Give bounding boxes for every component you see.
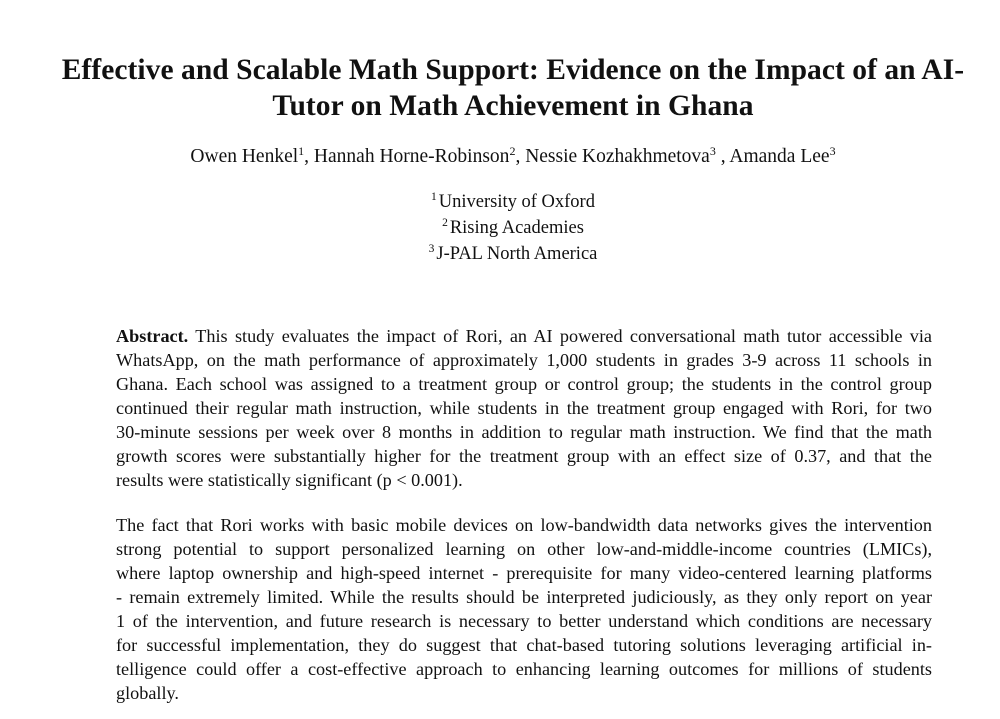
author-separator: , [515,146,526,167]
title-line: Tutor on Math Achievement in Ghana [272,90,754,122]
abstract-paragraph [116,324,932,492]
affiliation-number: 3 [428,243,435,255]
abstract-line: Ghana. Each school was assigned to a treatment group or control group; the students in the control group [116,374,932,394]
paragraph-line: The fact that Rori works with basic mobile devices on low-bandwidth data networks gives the intervention [116,515,932,535]
author-affiliation-marker: 1 [298,144,305,158]
affiliation-number: 2 [442,217,448,229]
paragraph-line: 1 of the intervention, and future research is necessary to better understand which conditions are necessary [116,611,932,631]
affiliation-number: 1 [431,191,437,203]
paragraph-line: strong potential to support personalized learning on other low-and-middle-income countries (LMICs), [116,539,932,559]
paragraph-line: where laptop ownership and high-speed internet - prerequisite for many video-centered learning platforms [116,563,932,583]
author-affiliation-marker: 2 [509,144,516,158]
affiliation-item [40,216,986,242]
author-list [40,145,986,170]
author-separator: , [304,146,314,167]
author-affiliation-marker: 3 [829,144,836,158]
affiliation-item [40,190,986,216]
abstract-line-text: This study evaluates the impact of Rori, an AI powered conversational math tutor accessible via [188,326,932,346]
abstract-line: 30-minute sessions per week over 8 months in addition to regular math instruction. We find that the math [116,422,932,442]
paragraph-line: - remain extremely limited. While the results should be interpreted judiciously, as they only report on year [116,587,932,607]
author-name: Nessie Kozhakhmetova [525,146,710,167]
author-affiliation-marker: 3 [709,144,716,158]
paragraph-line: globally. [116,683,179,703]
paragraph-line: telligence could offer a cost-effective approach to enhancing learning outcomes for millions of students [116,659,932,679]
author-name: Hannah Horne-Robinson [313,146,510,167]
abstract-line: growth scores were substantially higher for the treatment group with an effect size of 0.37, and that the [116,446,932,466]
abstract-line [116,324,932,348]
abstract-line: WhatsApp, on the math performance of approximately 1,000 students in grades 3-9 across 11 schools in [116,350,932,370]
author-name: Amanda Lee [729,146,830,167]
author-name: Owen Henkel [190,146,299,167]
abstract-line: results were statistically significant (p < 0.001). [116,470,463,490]
abstract-line: continued their regular math instruction, while students in the treatment group engaged with Rori, for two [116,398,932,418]
paragraph-line: for successful implementation, they do suggest that chat-based tutoring solutions leveraging artificial in- [116,635,932,655]
affiliation-item [40,242,986,268]
affiliation-name: Rising Academies [449,218,584,238]
body-paragraph [116,513,932,705]
paper-title [40,52,986,124]
affiliation-name: J-PAL North America [436,244,598,264]
title-line: Effective and Scalable Math Support: Evidence on the Impact of an AI- [61,54,965,86]
author-separator: , [715,146,730,167]
affiliation-name: University of Oxford [438,192,595,212]
abstract-label: Abstract. [116,326,189,346]
affiliation-list [40,190,986,268]
